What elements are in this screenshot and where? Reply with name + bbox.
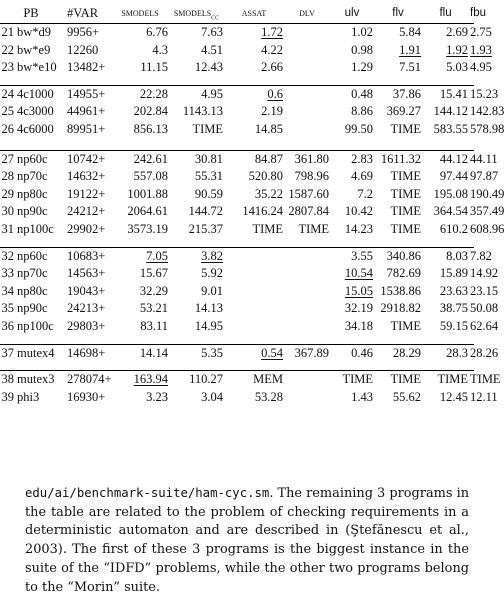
row-var-count: 12260 bbox=[67, 42, 99, 57]
cell-ulv: 7.2 bbox=[357, 186, 374, 201]
group-gap bbox=[0, 77, 474, 86]
header-flu: flu bbox=[439, 7, 452, 19]
row-var-count: 9956+ bbox=[64, 24, 112, 42]
cell-flv: 37.86 bbox=[375, 85, 423, 103]
table-row bbox=[0, 103, 474, 121]
row-var-count: 10742+ bbox=[64, 150, 112, 168]
cell-flu: 59.15 bbox=[439, 318, 469, 333]
cell-smodels-cc: 55.31 bbox=[194, 169, 224, 184]
cell-fbu: 50.08 bbox=[470, 301, 499, 316]
row-var-count: 16930+ bbox=[67, 389, 106, 404]
cell-smodels-cc: 3.82 bbox=[170, 247, 225, 265]
cell-flv: TIME bbox=[390, 204, 422, 219]
group-gap bbox=[0, 336, 474, 345]
row-index: 26 bbox=[1, 121, 14, 136]
header-row bbox=[0, 3, 474, 24]
row-problem: np100c bbox=[17, 318, 54, 333]
cell-fbu: TIME bbox=[470, 371, 474, 389]
cell-assat: 2.66 bbox=[261, 60, 284, 75]
cell-dlv bbox=[285, 59, 331, 77]
cell-flv: 1538.86 bbox=[380, 283, 422, 298]
row-var-count: 10683+ bbox=[64, 247, 112, 265]
header-smodels-cc-label: smodels bbox=[173, 7, 212, 19]
row-var-count: 24213+ bbox=[67, 301, 106, 316]
row-problem: np70c bbox=[17, 169, 48, 184]
row-var-count: 29902+ bbox=[67, 221, 106, 236]
cell-assat: 4.22 bbox=[261, 42, 284, 57]
header-assat: assat bbox=[241, 7, 267, 19]
cell-smodels-cc: 215.37 bbox=[188, 221, 224, 236]
row-var-count: 13482+ bbox=[67, 60, 106, 75]
header-ulv: ulv bbox=[344, 7, 360, 19]
cell-smodels: 2064.61 bbox=[127, 204, 169, 219]
cell-smodels: 11.15 bbox=[140, 60, 169, 75]
cell-flu: 5.03 bbox=[446, 60, 469, 75]
cell-ulv: 1.43 bbox=[351, 389, 374, 404]
row-problem: np80c bbox=[17, 186, 48, 201]
table-row bbox=[0, 344, 474, 362]
row-problem: np80c bbox=[17, 283, 48, 298]
group-gap-cell bbox=[0, 239, 474, 248]
cell-flu: 2.69 bbox=[423, 24, 470, 42]
cell-flv: 28.29 bbox=[375, 344, 423, 362]
cell-assat: 84.87 bbox=[225, 150, 285, 168]
row-index: 38 bbox=[0, 371, 17, 389]
cell-flu: 38.75 bbox=[439, 301, 469, 316]
row-problem: 4c1000 bbox=[17, 85, 64, 103]
cell-flv: TIME bbox=[375, 371, 423, 389]
cell-dlv bbox=[285, 121, 331, 139]
cell-flv: 782.69 bbox=[386, 266, 422, 281]
cell-fbu: 608.96 bbox=[470, 221, 504, 236]
cell-ulv: 2.83 bbox=[331, 150, 375, 168]
cell-smodels: 856.13 bbox=[133, 121, 169, 136]
header-smodels-cc-sub: cc bbox=[211, 12, 220, 22]
cell-ulv: 10.54 bbox=[344, 266, 374, 281]
cell-ulv: 8.86 bbox=[351, 104, 374, 119]
row-problem: np60c bbox=[17, 150, 64, 168]
cell-dlv bbox=[285, 300, 331, 318]
cell-assat: 35.22 bbox=[254, 186, 284, 201]
row-var-count: 24212+ bbox=[67, 204, 106, 219]
cell-smodels-cc: 4.51 bbox=[201, 42, 224, 57]
cell-flu: 12.45 bbox=[439, 389, 469, 404]
row-problem: np100c bbox=[17, 221, 54, 236]
cell-smodels-cc: 4.95 bbox=[170, 85, 225, 103]
cell-assat bbox=[225, 283, 285, 301]
cell-assat: 1.72 bbox=[225, 24, 285, 42]
cell-fbu: 357.49 bbox=[470, 204, 504, 219]
cell-fbu: 578.98 bbox=[470, 121, 504, 136]
row-var-count: 278074+ bbox=[64, 371, 112, 389]
table-row bbox=[0, 24, 474, 42]
cell-flu: 1.92 bbox=[446, 42, 469, 57]
cell-flu: 195.08 bbox=[433, 186, 469, 201]
header-var: #VAR bbox=[67, 6, 99, 20]
cell-fbu: 1.93 bbox=[470, 42, 492, 57]
cell-dlv bbox=[285, 85, 331, 103]
cell-fbu: 4.95 bbox=[470, 60, 492, 75]
cell-smodels-cc: 144.72 bbox=[188, 204, 224, 219]
row-index: 37 bbox=[0, 344, 17, 362]
row-index: 24 bbox=[0, 85, 17, 103]
row-var-count: 14563+ bbox=[67, 266, 106, 281]
cell-smodels: 163.94 bbox=[112, 371, 170, 389]
cell-fbu: 2.75 bbox=[470, 24, 474, 42]
cell-smodels-cc: 7.63 bbox=[170, 24, 225, 42]
row-index: 25 bbox=[1, 104, 14, 119]
cell-smodels: 3573.19 bbox=[127, 221, 169, 236]
cell-smodels-cc: 110.27 bbox=[170, 371, 225, 389]
cell-fbu: 28.26 bbox=[470, 344, 474, 362]
row-index: 22 bbox=[1, 42, 14, 57]
cell-ulv: TIME bbox=[331, 371, 375, 389]
cell-fbu: 12.11 bbox=[470, 389, 498, 404]
cell-flu: 144.12 bbox=[433, 104, 469, 119]
cell-flv: TIME bbox=[390, 221, 422, 236]
cell-flv: 369.27 bbox=[386, 104, 422, 119]
cell-smodels-cc: 14.13 bbox=[194, 301, 224, 316]
cell-dlv bbox=[285, 42, 331, 60]
cell-flv: 7.51 bbox=[399, 60, 422, 75]
table-row bbox=[0, 318, 474, 336]
cell-smodels-cc: TIME bbox=[192, 121, 224, 136]
row-var-count: 29803+ bbox=[67, 318, 106, 333]
cell-assat: 1416.24 bbox=[242, 204, 284, 219]
row-var-count: 14632+ bbox=[67, 169, 106, 184]
row-problem: np60c bbox=[17, 247, 64, 265]
cell-assat bbox=[225, 247, 285, 265]
cell-assat: 0.54 bbox=[225, 344, 285, 362]
row-problem: phi3 bbox=[17, 389, 40, 404]
cell-smodels: 53.21 bbox=[139, 301, 169, 316]
cell-assat: 53.28 bbox=[254, 389, 284, 404]
cell-ulv: 32.19 bbox=[344, 301, 374, 316]
cell-dlv: 367.89 bbox=[285, 344, 331, 362]
cell-smodels: 202.84 bbox=[133, 104, 169, 119]
cell-smodels: 15.67 bbox=[139, 266, 169, 281]
cell-dlv: 2807.84 bbox=[288, 204, 330, 219]
cell-smodels: 242.61 bbox=[112, 150, 170, 168]
header-dlv: dlv bbox=[299, 7, 315, 19]
cell-smodels-cc: 9.01 bbox=[201, 283, 224, 298]
cell-flu: 583.55 bbox=[433, 121, 469, 136]
cell-ulv: 14.23 bbox=[344, 221, 374, 236]
table-row bbox=[0, 150, 474, 168]
caption-code: edu/ai/benchmark-suite/ham-cyc.sm bbox=[25, 486, 270, 500]
cell-flv: 2918.82 bbox=[380, 301, 422, 316]
cell-flu: 610.2 bbox=[439, 221, 469, 236]
row-index: 32 bbox=[0, 247, 17, 265]
cell-fbu: 190.49 bbox=[470, 186, 504, 201]
cell-smodels: 7.05 bbox=[112, 247, 170, 265]
results-body bbox=[0, 24, 504, 407]
row-problem: mutex4 bbox=[17, 344, 64, 362]
cell-flv: TIME bbox=[390, 121, 422, 136]
cell-smodels: 557.08 bbox=[133, 169, 169, 184]
cell-ulv: 1.29 bbox=[351, 60, 374, 75]
cell-dlv bbox=[285, 247, 331, 265]
row-index: 36 bbox=[1, 318, 14, 333]
row-var-count: 44961+ bbox=[67, 104, 106, 119]
table-row bbox=[0, 221, 474, 239]
cell-flv: TIME bbox=[390, 318, 422, 333]
table-row bbox=[0, 247, 474, 265]
group-gap bbox=[0, 239, 474, 248]
cell-flu: 97.44 bbox=[439, 169, 469, 184]
table-row bbox=[0, 186, 474, 204]
cell-assat: 520.80 bbox=[248, 169, 284, 184]
cell-flu: 15.41 bbox=[423, 85, 470, 103]
row-var-count: 14698+ bbox=[64, 344, 112, 362]
cell-fbu: 142.83 bbox=[470, 104, 504, 119]
header-pb: PB bbox=[23, 6, 39, 20]
table-row bbox=[0, 168, 474, 186]
cell-fbu: 14.92 bbox=[470, 266, 499, 281]
cell-flu: 23.63 bbox=[439, 283, 469, 298]
table-row bbox=[0, 265, 474, 283]
cell-smodels: 3.23 bbox=[146, 389, 169, 404]
table-row bbox=[0, 389, 474, 407]
cell-smodels: 14.14 bbox=[112, 344, 170, 362]
header-flv: flv bbox=[392, 7, 404, 19]
group-gap-cell bbox=[0, 77, 474, 86]
cell-fbu: 97.87 bbox=[470, 169, 499, 184]
table-row bbox=[0, 42, 474, 60]
row-problem: 4c3000 bbox=[17, 104, 54, 119]
row-index: 34 bbox=[1, 283, 14, 298]
cell-smodels-cc: 90.59 bbox=[194, 186, 224, 201]
row-index: 28 bbox=[1, 169, 14, 184]
cell-ulv: 15.05 bbox=[344, 283, 374, 298]
cell-flv: 55.62 bbox=[392, 389, 422, 404]
cell-fbu: 62.64 bbox=[470, 318, 499, 333]
cell-smodels-cc: 12.43 bbox=[194, 60, 224, 75]
group-gap bbox=[0, 139, 474, 151]
cell-assat bbox=[225, 300, 285, 318]
table-row bbox=[0, 283, 474, 301]
cell-ulv: 3.55 bbox=[331, 247, 375, 265]
cell-dlv: 361.80 bbox=[285, 150, 331, 168]
group-gap-cell bbox=[0, 336, 474, 345]
cell-smodels: 4.3 bbox=[152, 42, 169, 57]
cell-dlv: TIME bbox=[298, 221, 330, 236]
cell-fbu: 15.23 bbox=[470, 85, 474, 103]
table-row bbox=[0, 85, 474, 103]
cell-flu: TIME bbox=[423, 371, 470, 389]
row-problem: bw*e9 bbox=[17, 42, 51, 57]
cell-dlv bbox=[285, 371, 331, 389]
cell-dlv bbox=[285, 389, 331, 407]
group-gap bbox=[0, 362, 474, 371]
table-row bbox=[0, 203, 474, 221]
row-problem: mutex3 bbox=[17, 371, 64, 389]
cell-ulv: 4.69 bbox=[351, 169, 374, 184]
cell-ulv: 0.98 bbox=[351, 42, 374, 57]
cell-fbu: 7.82 bbox=[470, 247, 474, 265]
cell-flu: 28.3 bbox=[423, 344, 470, 362]
row-var-count: 14955+ bbox=[64, 85, 112, 103]
table-row bbox=[0, 300, 474, 318]
group-gap-cell bbox=[0, 362, 474, 371]
cell-smodels-cc: 5.92 bbox=[201, 266, 224, 281]
row-index: 23 bbox=[1, 60, 14, 75]
cell-dlv: 798.96 bbox=[294, 169, 330, 184]
table-row bbox=[0, 59, 474, 77]
cell-assat: 0.6 bbox=[225, 85, 285, 103]
row-index: 33 bbox=[1, 266, 14, 281]
cell-fbu: 44.11 bbox=[470, 150, 474, 168]
row-index: 39 bbox=[1, 389, 14, 404]
cell-ulv: 1.02 bbox=[331, 24, 375, 42]
cell-ulv: 34.18 bbox=[344, 318, 374, 333]
row-problem: bw*e10 bbox=[17, 60, 57, 75]
cell-assat: 14.85 bbox=[254, 121, 284, 136]
cell-smodels-cc: 14.95 bbox=[194, 318, 224, 333]
cell-smodels-cc: 3.04 bbox=[201, 389, 224, 404]
cell-dlv bbox=[285, 283, 331, 301]
row-problem: 4c6000 bbox=[17, 121, 54, 136]
cell-dlv bbox=[285, 24, 331, 42]
caption-paragraph bbox=[25, 484, 469, 597]
cell-smodels: 32.29 bbox=[139, 283, 169, 298]
table-row bbox=[0, 371, 474, 389]
header-fbu: fbu bbox=[470, 7, 487, 19]
cell-assat bbox=[225, 318, 285, 336]
cell-dlv: 1587.60 bbox=[288, 186, 330, 201]
cell-smodels-cc: 30.81 bbox=[170, 150, 225, 168]
cell-assat: 2.19 bbox=[261, 104, 284, 119]
cell-ulv: 10.42 bbox=[344, 204, 374, 219]
header-smodels: smodels bbox=[121, 7, 159, 19]
row-index: 27 bbox=[0, 150, 17, 168]
cell-smodels: 6.76 bbox=[112, 24, 170, 42]
row-var-count: 89951+ bbox=[67, 121, 106, 136]
cell-assat: MEM bbox=[225, 371, 285, 389]
cell-flv: TIME bbox=[390, 186, 422, 201]
cell-ulv: 0.48 bbox=[331, 85, 375, 103]
results-table bbox=[0, 3, 504, 406]
cell-dlv bbox=[285, 318, 331, 336]
cell-dlv bbox=[285, 103, 331, 121]
cell-flu: 8.03 bbox=[423, 247, 470, 265]
row-problem: np90c bbox=[17, 204, 48, 219]
cell-assat bbox=[225, 265, 285, 283]
cell-smodels: 1001.88 bbox=[127, 186, 169, 201]
cell-ulv: 0.46 bbox=[331, 344, 375, 362]
row-problem: np90c bbox=[17, 301, 48, 316]
table-row bbox=[0, 121, 474, 139]
row-index: 30 bbox=[1, 204, 14, 219]
row-index: 21 bbox=[0, 24, 17, 42]
cell-dlv bbox=[285, 265, 331, 283]
cell-flv: 1.91 bbox=[399, 42, 422, 57]
row-var-count: 19043+ bbox=[67, 283, 106, 298]
row-index: 29 bbox=[1, 186, 14, 201]
cell-ulv: 99.50 bbox=[344, 121, 374, 136]
cell-flv: TIME bbox=[390, 169, 422, 184]
row-problem: bw*d9 bbox=[17, 24, 64, 42]
cell-flv: 340.86 bbox=[375, 247, 423, 265]
cell-smodels-cc: 1143.13 bbox=[182, 104, 224, 119]
group-gap-cell bbox=[0, 139, 474, 151]
cell-flv: 1611.32 bbox=[375, 150, 423, 168]
cell-fbu: 23.15 bbox=[470, 283, 499, 298]
row-problem: np70c bbox=[17, 266, 48, 281]
row-var-count: 19122+ bbox=[67, 186, 106, 201]
cell-flu: 44.12 bbox=[423, 150, 470, 168]
row-index: 31 bbox=[1, 221, 14, 236]
cell-flu: 364.54 bbox=[433, 204, 469, 219]
cell-flv: 5.84 bbox=[375, 24, 423, 42]
cell-assat: TIME bbox=[252, 221, 284, 236]
cell-smodels: 22.28 bbox=[112, 85, 170, 103]
cell-flu: 15.89 bbox=[439, 266, 469, 281]
caption-text: . The remaining 3 programs in the table are related to the problem of checking requirements in a deterministic automaton and are described in (Ştefănescu et al., 2003). The first of these 3 programs is the biggest instance in the suite of the “IDFD” problems, while the other two programs belong to the “Morin” suite. bbox=[25, 486, 469, 595]
cell-smodels: 83.11 bbox=[140, 318, 169, 333]
row-index: 35 bbox=[1, 301, 14, 316]
header-smodels-cc bbox=[170, 3, 225, 24]
cell-smodels-cc: 5.35 bbox=[170, 344, 225, 362]
